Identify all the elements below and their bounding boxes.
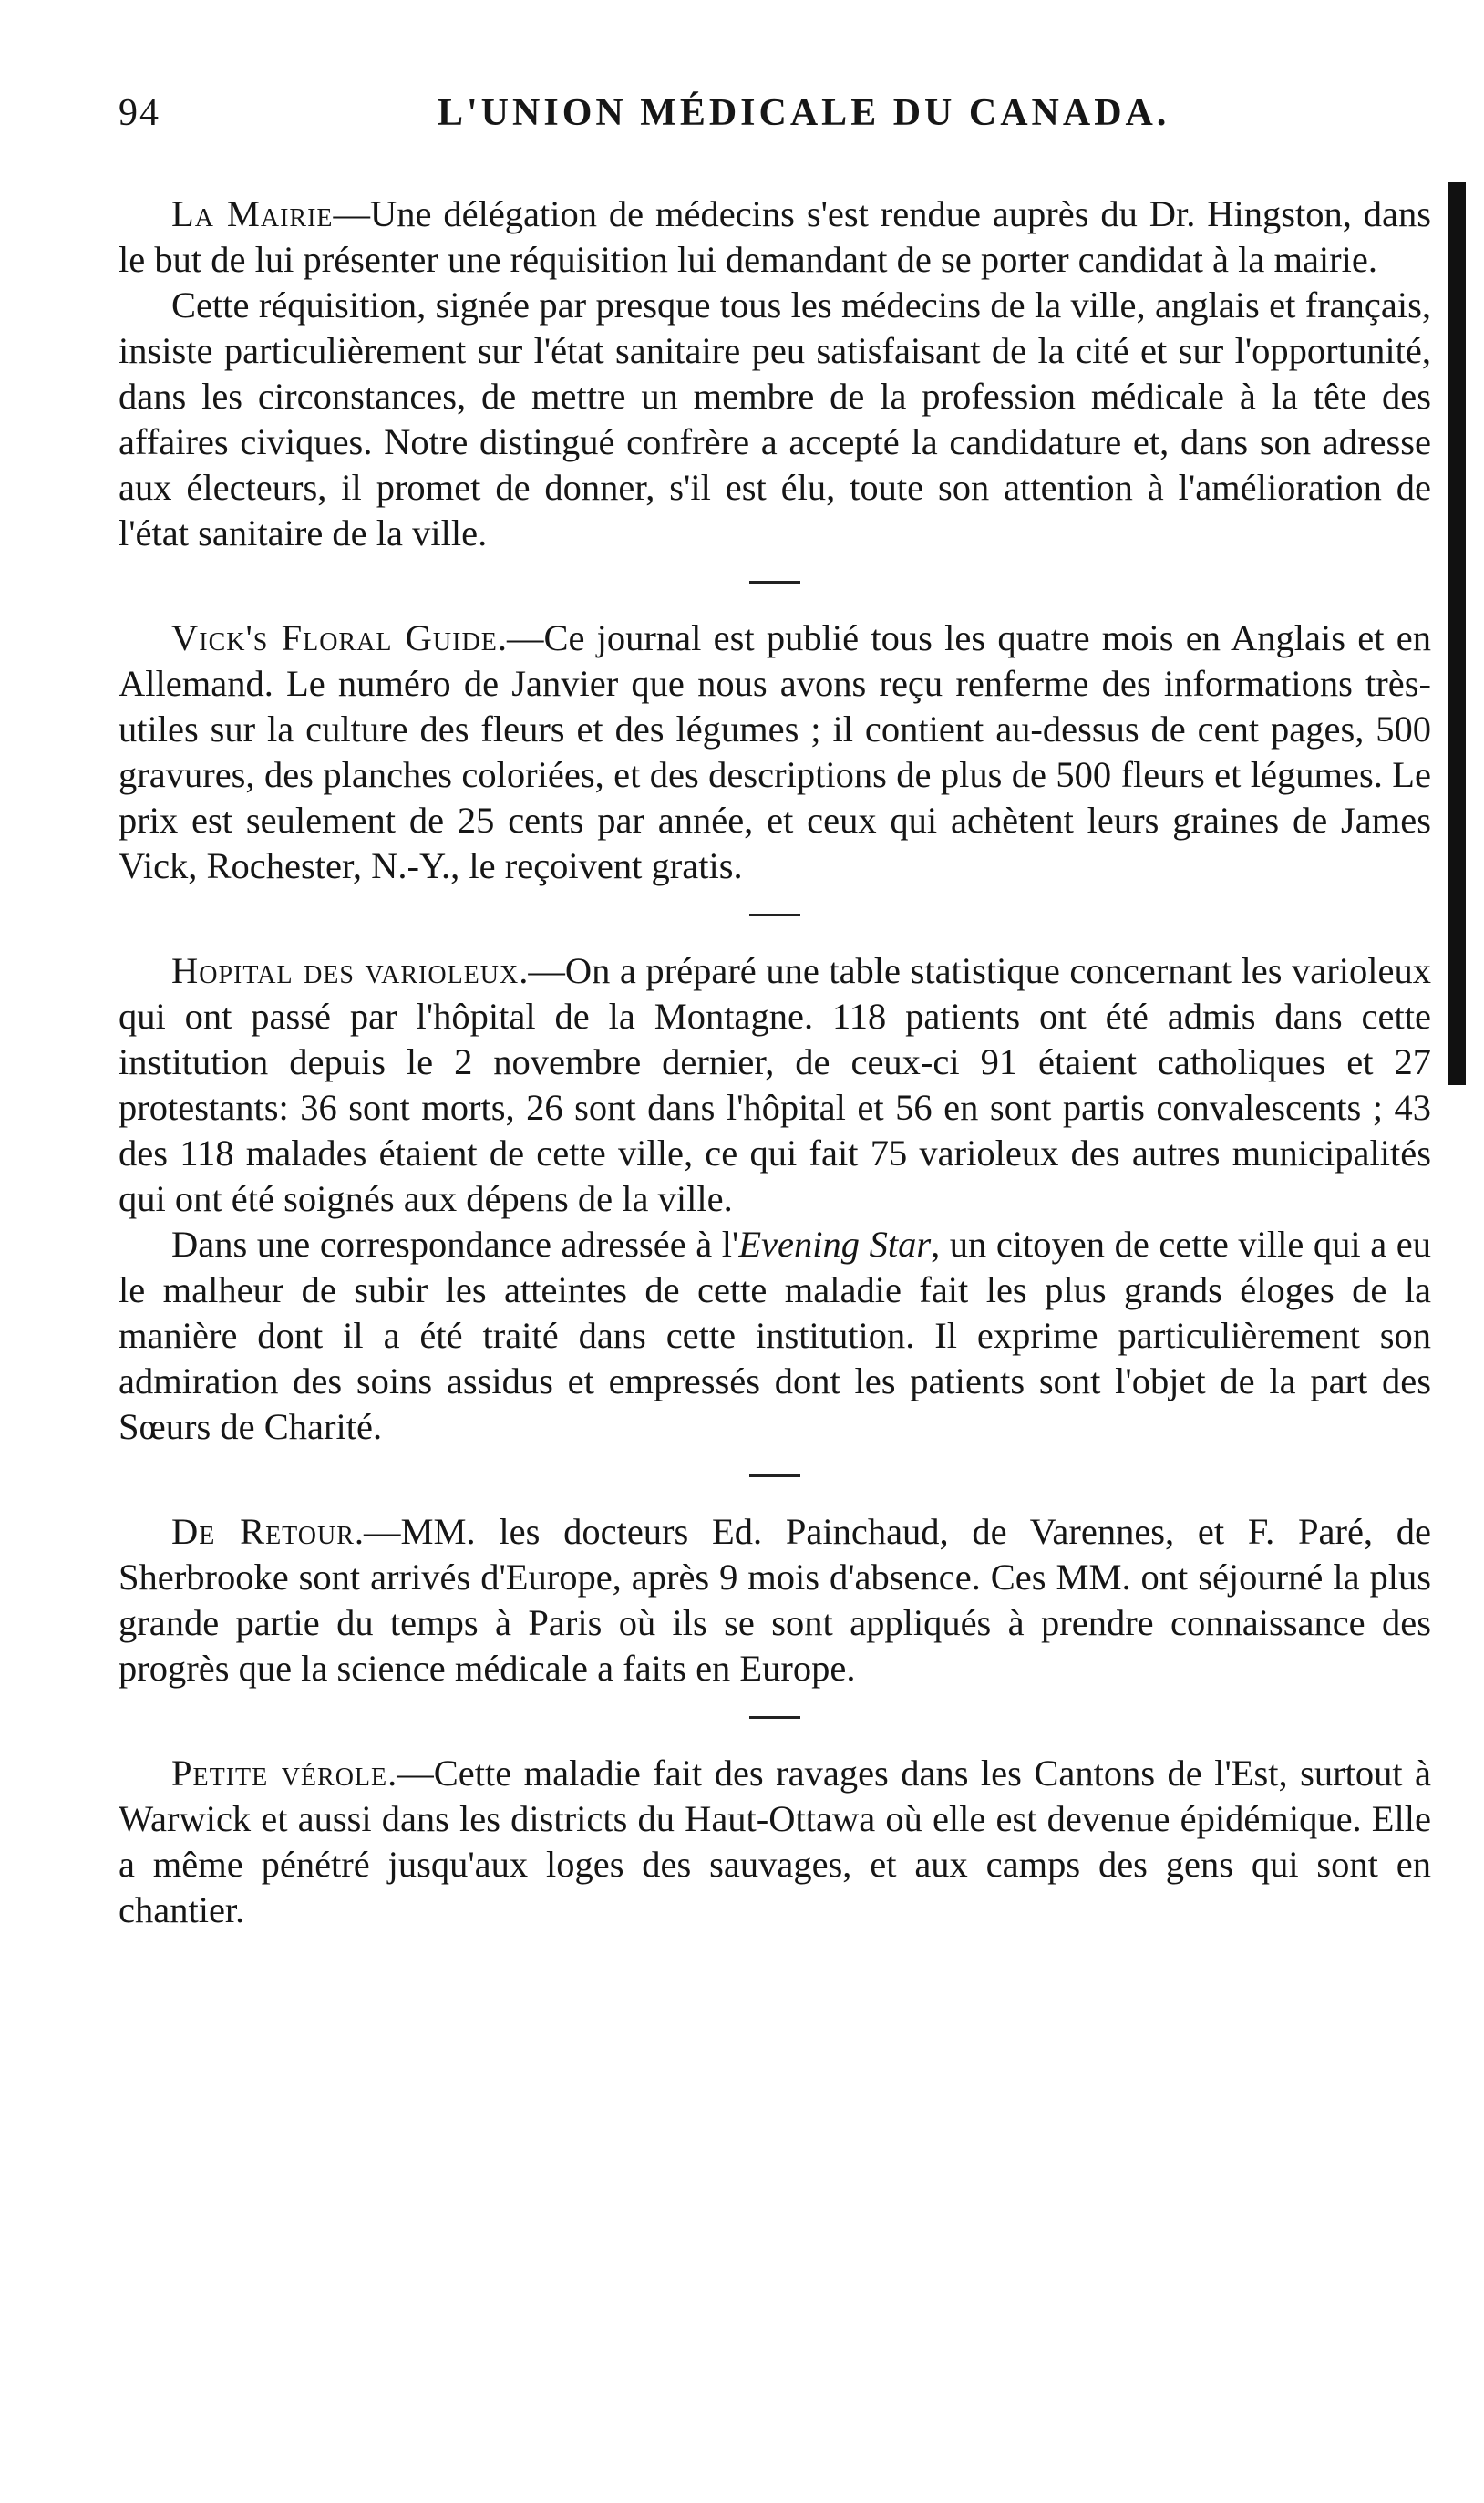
section-separator [749,1474,800,1477]
article-paragraph [119,1222,1431,1450]
article-paragraph [119,1751,1431,1933]
section-separator [749,581,800,584]
article-paragraph [119,615,1431,889]
article-paragraph: Cette réquisition, signée par presque tous les médecins de la ville, anglais et français, insiste particulièrement sur l'état sanitaire peu satisfaisant de la cité et sur l'opportunité, dans les circonstances, de mettre un membre de la profession médicale à la tête des affaires civiques. Notre distingué confrère a accepté la candidature et, dans son adresse aux électeurs, il promet de donner, s'il est élu, toute son attention à l'amélioration de l'état sanitaire de la ville. [119,284,1431,553]
article-title: Vick's Floral Guide [171,617,498,658]
journal-title: L'UNION MÉDICALE DU CANADA. [438,92,1170,134]
article-title: De Retour [171,1511,355,1552]
section-separator [749,914,800,916]
article-la-mairie [119,191,1431,556]
article-title: Hopital des varioleux [171,950,520,991]
article-title: Petite vérole [171,1753,388,1794]
article-text: .—Ce journal est publié tous les quatre mois en Anglais et en Allemand. Le numéro de Janvier que nous avons reçu renferme des informations très-utiles sur la culture des fleurs et des légumes ; il contient au-dessus de cent pages, 500 gravures, des planches coloriées, et des descriptions de plus de 500 fleurs et légumes. Le prix est seulement de 25 cents par année, et ceux qui achètent leurs graines de James Vick, Rochester, N.-Y., le reçoivent gratis. [119,617,1431,886]
article-de-retour [119,1509,1431,1691]
article-text: .—Cette maladie fait des ravages dans les Cantons de l'Est, surtout à Warwick et aussi dans les districts du Haut-Ottawa où elle est devenue épidémique. Elle a même pénétré jusqu'aux loges des sauvages, et aux camps des gens qui sont en chantier. [119,1753,1431,1930]
article-vicks-floral-guide [119,615,1431,889]
article-text: Dans une correspondance adressée à l' [171,1224,739,1265]
article-text: , un citoyen de cette ville qui a eu le malheur de subir les atteintes de cette maladie fait les plus grands éloges de la manière dont il a été traité dans cette institution. Il exprime particulièrement son admiration des soins assidus et empressés dont les patients sont l'objet de la part des Sœurs de Charité. [119,1224,1431,1447]
page-number: 94 [119,92,160,134]
article-hopital-des-varioleux [119,948,1431,1450]
section-separator [749,1716,800,1719]
article-paragraph [119,191,1431,283]
article-text: —Une délégation de médecins s'est rendue auprès du Dr. Hingston, dans le but de lui présenter une réquisition lui demandant de se porter candidat à la mairie. [119,193,1431,280]
article-text: .—MM. les docteurs Ed. Painchaud, de Varennes, et F. Paré, de Sherbrooke sont arrivés d'Europe, après 9 mois d'absence. Ces MM. ont séjourné la plus grande partie du temps à Paris où ils se sont appliqués à prendre connaissance des progrès que la science médicale a faits en Europe. [119,1511,1431,1689]
article-paragraph [119,1509,1431,1691]
article-text: .—On a préparé une table statistique concernant les varioleux qui ont passé par l'hôpital de la Montagne. 118 patients ont été admis dans cette institution depuis le 2 novembre dernier, de ceux-ci 91 étaient catholiques et 27 protestants: 36 sont morts, 26 sont dans l'hôpital et 56 en sont partis convalescents ; 43 des 118 malades étaient de cette ville, ce qui fait 75 varioleux des autres municipalités qui ont été soignés aux dépens de la ville. [119,950,1431,1219]
body-text [119,191,1431,1933]
running-head [119,91,1395,146]
article-petite-verole [119,1751,1431,1933]
margin-rule [1448,182,1466,1085]
article-title: La Mairie [171,193,334,234]
newspaper-name: Evening Star [738,1224,932,1265]
article-paragraph [119,948,1431,1222]
